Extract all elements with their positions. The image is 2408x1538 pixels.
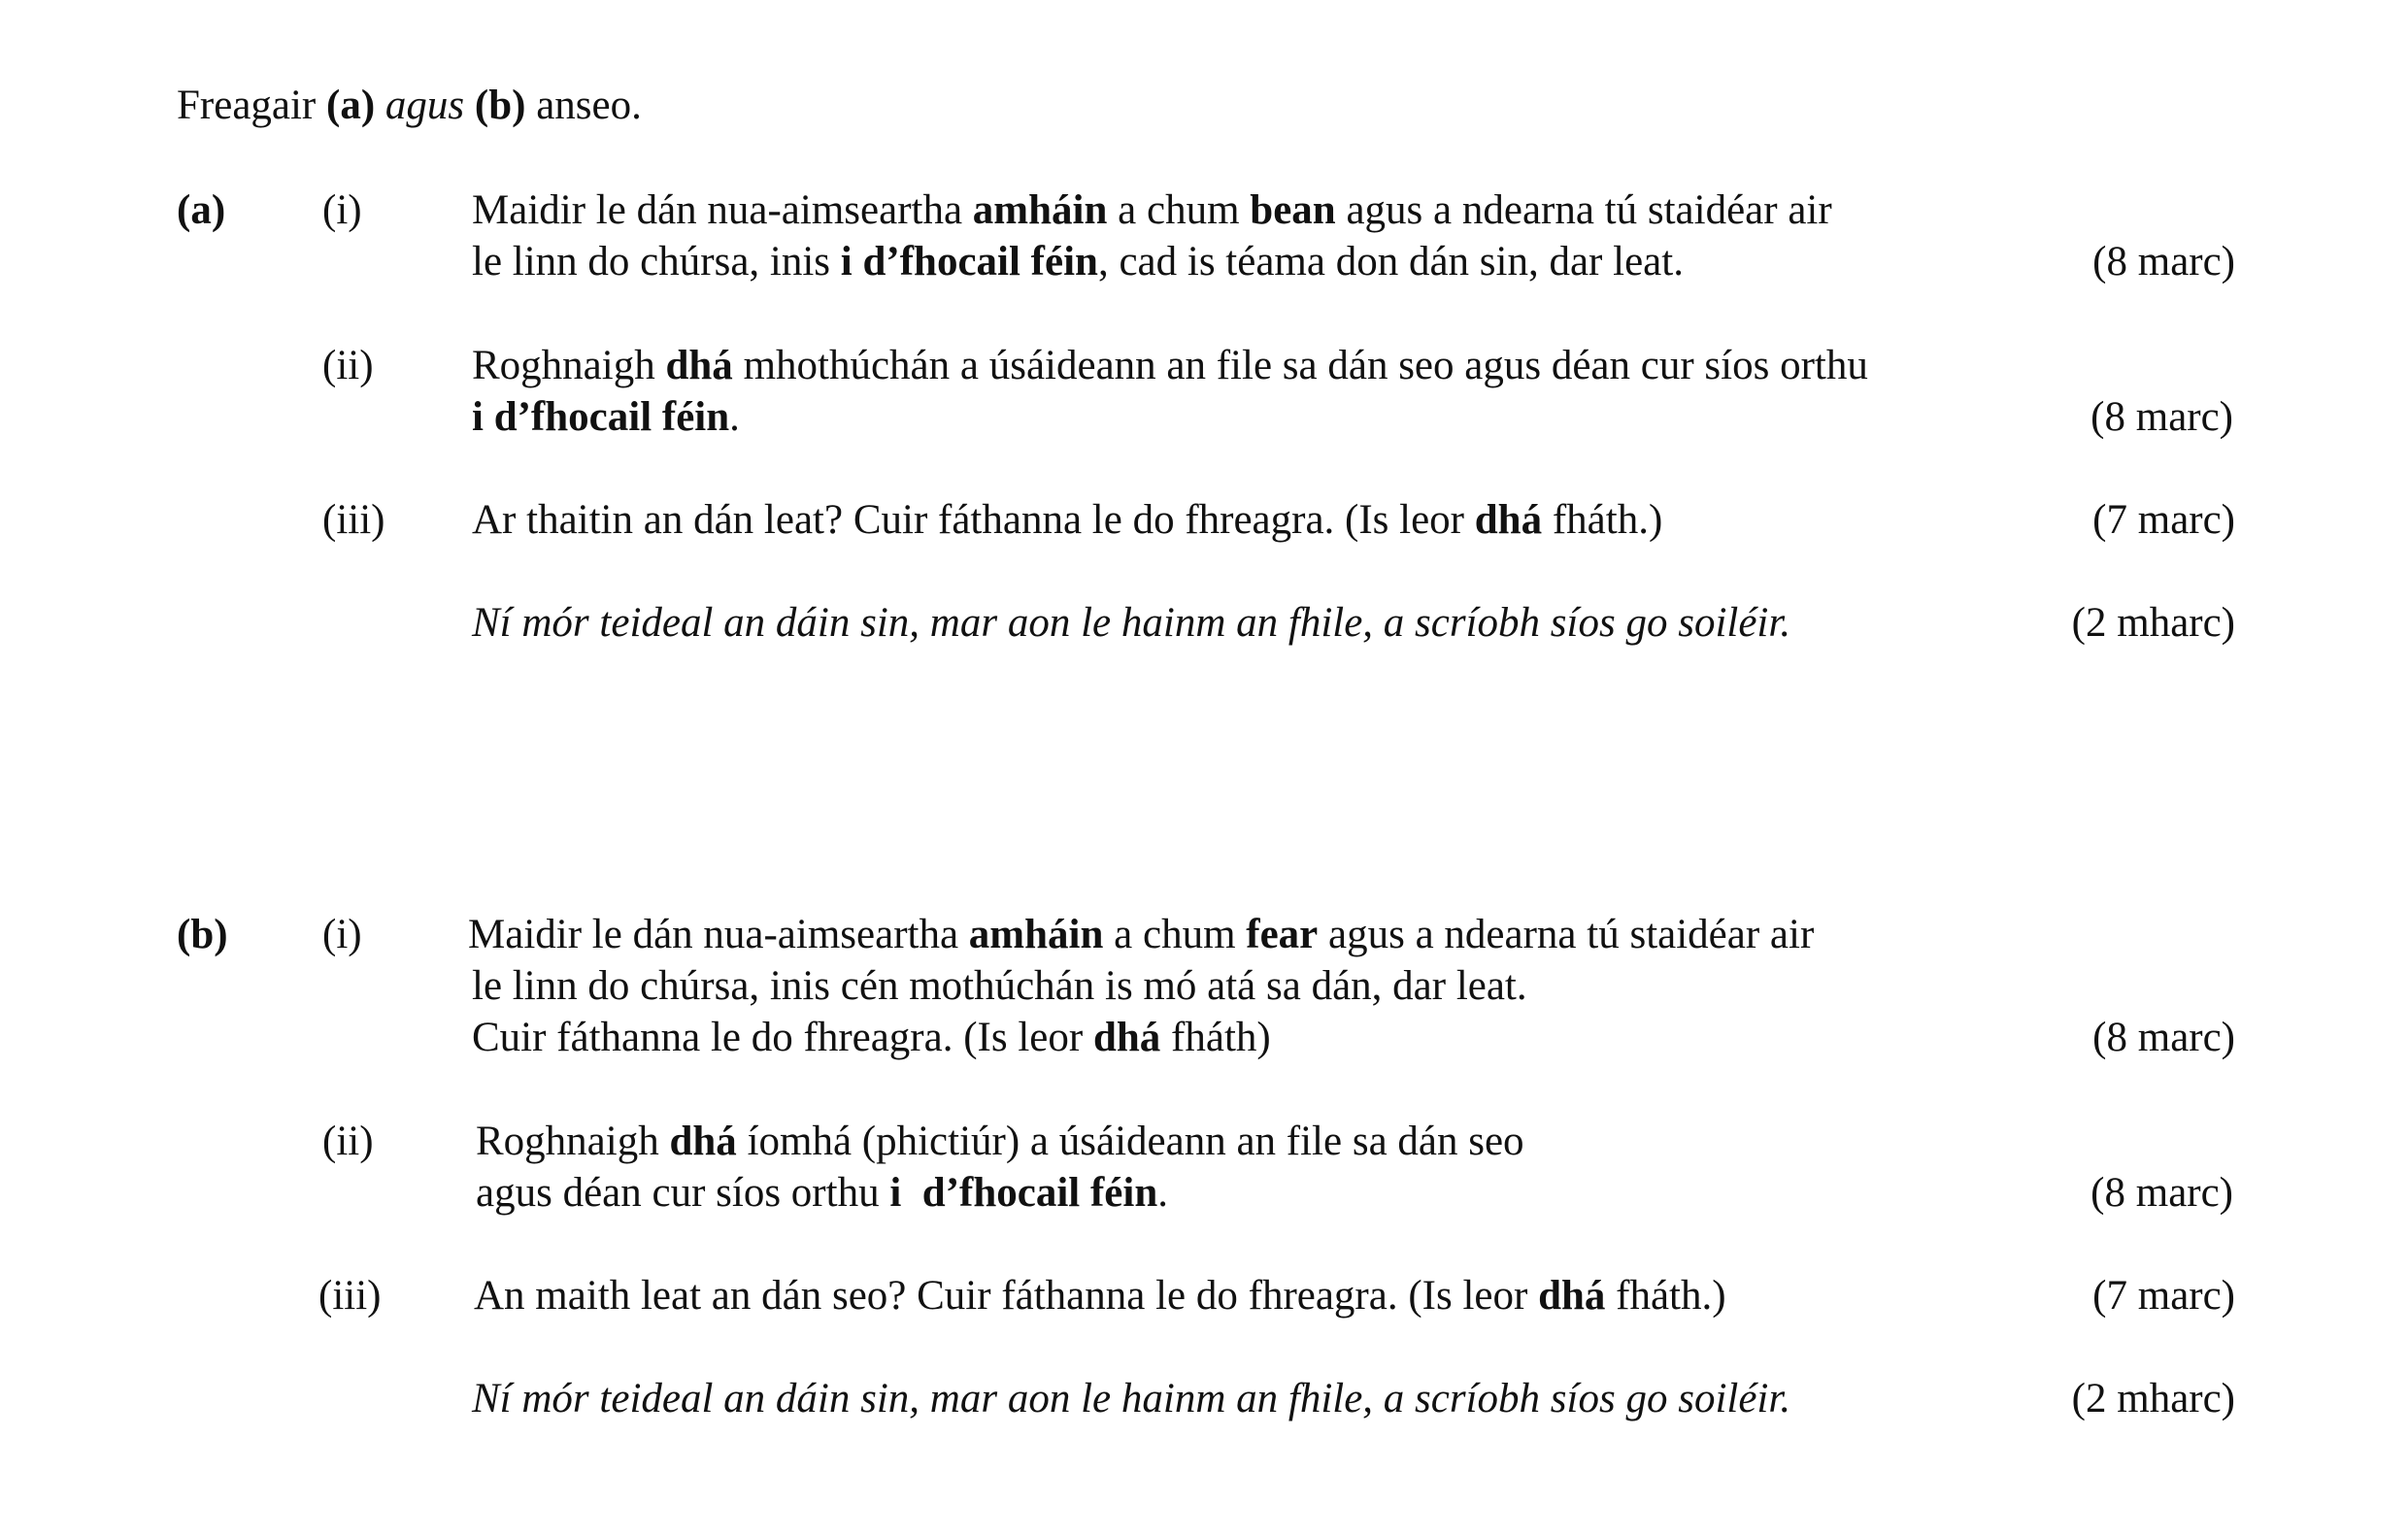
part-a-q2-marks: (8 marc)	[2090, 394, 2233, 440]
part-a-note: Ní mór teideal an dáin sin, mar aon le hainm an fhile, a scríobh síos go soiléir.	[472, 600, 1791, 646]
part-a-q1-marks: (8 marc)	[2092, 239, 2235, 284]
instruction-line: Freagair (a) agus (b) anseo.	[177, 83, 642, 128]
part-b-q2-line2: agus déan cur síos orthu i d’fhocail féin.	[476, 1170, 1168, 1216]
part-a-q3-marks: (7 marc)	[2092, 497, 2235, 543]
part-a-q3-line1: Ar thaitin an dán leat? Cuir fáthanna le do fhreagra. (Is leor dhá fháth.)	[472, 497, 1663, 543]
part-b-note-marks: (2 mharc)	[2071, 1376, 2235, 1421]
part-a-q2-line2: i d’fhocail féin.	[472, 394, 740, 440]
part-b-note: Ní mór teideal an dáin sin, mar aon le hainm an fhile, a scríobh síos go soiléir.	[472, 1376, 1791, 1421]
part-b-q1-number: (i)	[322, 912, 362, 957]
part-b-q2-marks: (8 marc)	[2090, 1170, 2233, 1216]
part-b-q2-number: (ii)	[322, 1119, 374, 1164]
part-b-q1-line1: Maidir le dán nua-aimseartha amháin a chum fear agus a ndearna tú staidéar air	[468, 912, 1815, 957]
part-a-note-marks: (2 mharc)	[2071, 600, 2235, 646]
part-b-q3-number: (iii)	[318, 1273, 382, 1319]
part-b-q1-line2: le linn do chúrsa, inis cén mothúchán is mó atá sa dán, dar leat.	[472, 963, 1527, 1009]
part-a-q3-number: (iii)	[322, 497, 385, 543]
part-b-q1-marks: (8 marc)	[2092, 1015, 2235, 1060]
part-b-q3-line1: An maith leat an dán seo? Cuir fáthanna le do fhreagra. (Is leor dhá fháth.)	[474, 1273, 1726, 1319]
part-a-label: (a)	[177, 187, 226, 233]
part-b-q2-line1: Roghnaigh dhá íomhá (phictiúr) a úsáideann an file sa dán seo	[476, 1119, 1524, 1164]
part-b-q1-line3: Cuir fáthanna le do fhreagra. (Is leor dhá fháth)	[472, 1015, 1271, 1060]
part-a-q1-number: (i)	[322, 187, 362, 233]
part-b-label: (b)	[177, 912, 228, 957]
part-a-q2-line1: Roghnaigh dhá mhothúchán a úsáideann an file sa dán seo agus déan cur síos orthu	[472, 343, 1868, 388]
part-a-q2-number: (ii)	[322, 343, 374, 388]
part-a-q1-line2: le linn do chúrsa, inis i d’fhocail féin, cad is téama don dán sin, dar leat.	[472, 239, 1684, 284]
part-b-q3-marks: (7 marc)	[2092, 1273, 2235, 1319]
part-a-q1-line1: Maidir le dán nua-aimseartha amháin a chum bean agus a ndearna tú staidéar air	[472, 187, 1832, 233]
